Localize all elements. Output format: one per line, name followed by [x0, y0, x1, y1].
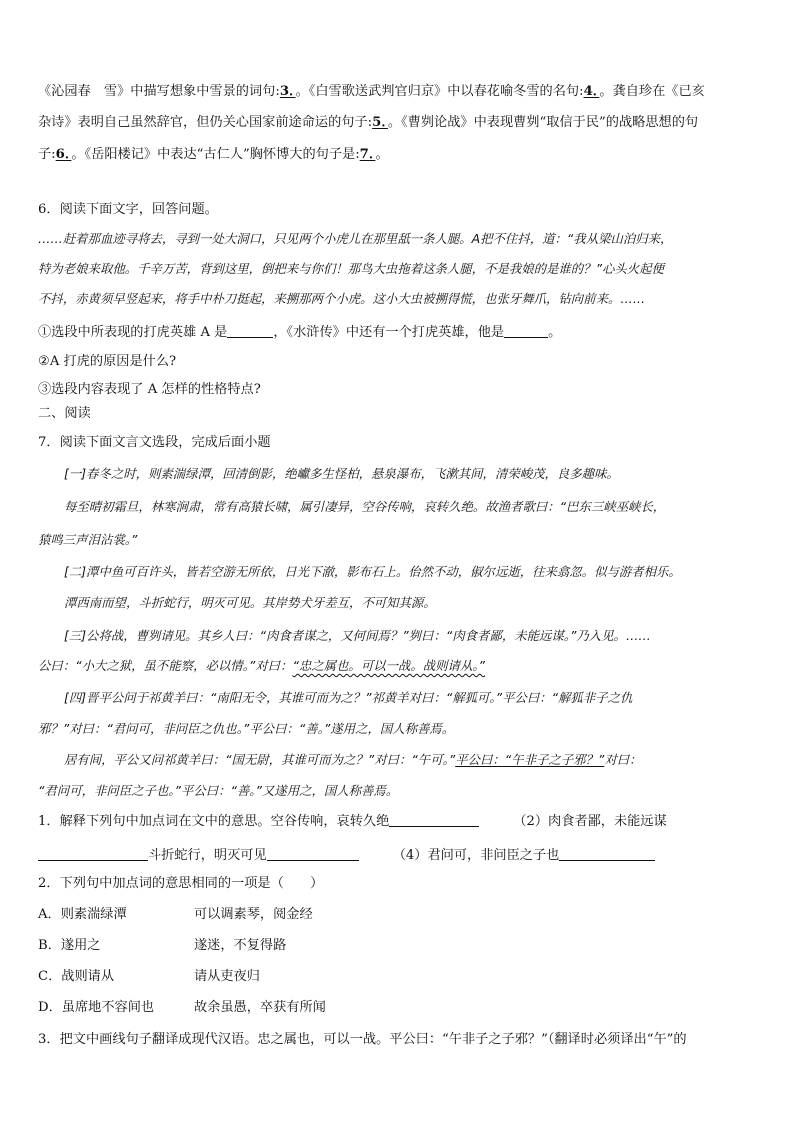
- q7-passage-line: [二]潭中鱼可百许头，皆若空游无所依，日光下澈，影布石上。佁然不动，俶尔远逝，往来翕忽。似与游者相乐。: [64, 564, 681, 579]
- answer-number: 5．: [372, 115, 388, 130]
- section-heading: 二、阅读: [38, 406, 91, 421]
- question-text: （2）肉食者鄙，未能远谋: [513, 814, 667, 829]
- question-1-cont: [38, 846, 655, 866]
- q6-title: 6．阅读下面文字，回答问题。: [38, 202, 218, 217]
- answer-blank[interactable]: [38, 846, 148, 861]
- subquestion-text: ，《水浒传》中还有一个打虎英雄，他是: [273, 325, 505, 340]
- answer-blank[interactable]: [504, 323, 548, 338]
- q6-subquestion-2: ②A 打虎的原因是什么?: [38, 354, 177, 369]
- q7-title: 7．阅读下面文言文选段，完成后面小题: [38, 435, 271, 450]
- option-a: [38, 905, 313, 925]
- answer-blank[interactable]: [389, 812, 479, 827]
- underlined-sentence: 平公曰：“午非子之子邪？”: [455, 752, 605, 767]
- option-pair: 请从吏夜归: [194, 969, 260, 984]
- intro-text: 。《岳阳楼记》中表达“古仁人”胸怀博大的句子是:: [71, 147, 360, 162]
- question-text: 斗折蛇行，明灭可见: [148, 848, 267, 863]
- underlined-sentence: “忠之属也。可以一战。战则请从。”: [292, 658, 485, 673]
- intro-line-2: [38, 113, 698, 133]
- q7-passage-line: [一]春冬之时，则素湍绿潭，回清倒影，绝巘多生怪柏，悬泉瀑布，飞漱其间，清荣峻茂，良多趣味。: [64, 466, 619, 481]
- intro-line-3: [38, 145, 389, 165]
- intro-text: 子:: [38, 147, 56, 162]
- q6-subquestion-3: ③选段内容表现了 A 怎样的性格特点?: [38, 382, 261, 397]
- question-text: （4）君问可，非问臣之子也: [392, 848, 560, 863]
- q7-passage-line: [三]公将战，曹刿请见。其乡人曰：“肉食者谋之，又何间焉？”刿曰：“肉食者鄙，未能远谋。”乃入见。……: [64, 628, 651, 643]
- intro-text: 。龚自珍在《已亥: [599, 84, 705, 99]
- q6-subquestion-1: [38, 323, 561, 343]
- option-pair: 遂迷，不复得路: [194, 938, 287, 953]
- q6-passage-line: ……赶着那血迹寻将去，寻到一处大洞口，只见两个小虎儿在那里舐一条人腿。A把不住抖，道：“我从梁山泊归来，: [38, 231, 673, 246]
- question-text: 1．解释下列句中加点词在文中的意思。空谷传响，哀转久绝: [38, 814, 390, 829]
- intro-text: 《沁园春 雪》中描写想象中雪景的词句:: [38, 84, 280, 99]
- option-d: [38, 998, 326, 1018]
- intro-text: 。《曹刿论战》中表现曹刿“取信于民”的战略思想的句: [387, 115, 699, 130]
- option-label: C．战则请从: [38, 969, 115, 984]
- passage-text: 居有间，平公又问祁黄羊曰：“国无尉，其谁可而为之？”对曰：“午可。”: [64, 752, 456, 767]
- passage-text: 公曰：“小大之狱，虽不能察，必以情。”对曰：: [38, 658, 293, 673]
- option-label: A．则素湍绿潭: [38, 907, 127, 922]
- answer-blank[interactable]: [267, 846, 359, 861]
- question-3: 3．把文中画线句子翻译成现代汉语。忠之属也，可以一战。平公曰：“午非子之子邪？”（翻译时必须译出“午”的: [38, 1032, 687, 1047]
- option-pair: 可以调素琴，阅金经: [194, 907, 313, 922]
- subquestion-text: 。: [548, 325, 562, 340]
- question-2: 2．下列句中加点词的意思相同的一项是（ ）: [38, 876, 324, 891]
- intro-text: 。: [375, 147, 389, 162]
- passage-text: 对曰：: [604, 752, 642, 767]
- q7-passage-line: 潭西南而望，斗折蛇行，明灭可见。其岸势犬牙差互，不可知其源。: [64, 595, 436, 610]
- q7-passage-line: “君问可，非问臣之子也。”平公曰：“善。”又遂用之，国人称善焉。: [38, 783, 399, 798]
- q7-passage-line: [64, 750, 642, 770]
- subquestion-text: ①选段中所表现的打虎英雄 A 是: [38, 325, 228, 340]
- option-label: B．遂用之: [38, 938, 101, 953]
- option-c: [38, 967, 260, 987]
- option-label: D．虽席地不容间也: [38, 1000, 155, 1015]
- intro-line-1: [38, 82, 756, 102]
- answer-number: 6．: [55, 147, 72, 162]
- q6-passage-line: 特为老娘来取他。千辛万苦，背到这里，倒把来与你们！那鸟大虫拖着这条人腿，不是我娘的是谁的？”心头火起便: [38, 261, 664, 276]
- question-1: [38, 812, 667, 832]
- intro-text: 杂诗》表明自己虽然辞官，但仍关心国家前途命运的句子:: [38, 115, 373, 130]
- answer-blank[interactable]: [559, 846, 655, 861]
- q7-passage-line: 猿鸣三声泪沾裳。”: [38, 532, 138, 547]
- q7-passage-line: 邪？”对曰：“君问可，非问臣之仇也。”平公曰：“善。”遂用之，国人称善焉。: [38, 721, 455, 736]
- q7-passage-line: 每至晴初霜旦，林寒涧肃，常有高猿长啸，属引凄异，空谷传响，哀转久绝。故渔者歌曰：“巴东三峡巫峡长，: [64, 499, 666, 514]
- answer-number: 7．: [359, 147, 376, 162]
- q7-passage-line: [四]晋平公问于祁黄羊曰：“南阳无令，其谁可而为之？”祁黄羊对曰：“解狐可。”平公曰：“解狐非子之仇: [64, 690, 633, 705]
- option-b: [38, 936, 286, 956]
- answer-number: 4．: [583, 84, 600, 99]
- option-pair: 故余虽愚，卒获有所闻: [194, 1000, 326, 1015]
- answer-blank[interactable]: [227, 323, 273, 338]
- answer-number: 3．: [279, 84, 296, 99]
- q6-passage-line: 不抖，赤黄须早竖起来，将手中朴刀挺起，来搠那两个小虎。这小大虫被搠得慌，也张牙舞爪，钻向前来。……: [38, 291, 646, 306]
- q7-passage-line: [38, 656, 485, 676]
- intro-text: 。《白雪歌送武判官归京》中以春花喻冬雪的名句:: [295, 84, 584, 99]
